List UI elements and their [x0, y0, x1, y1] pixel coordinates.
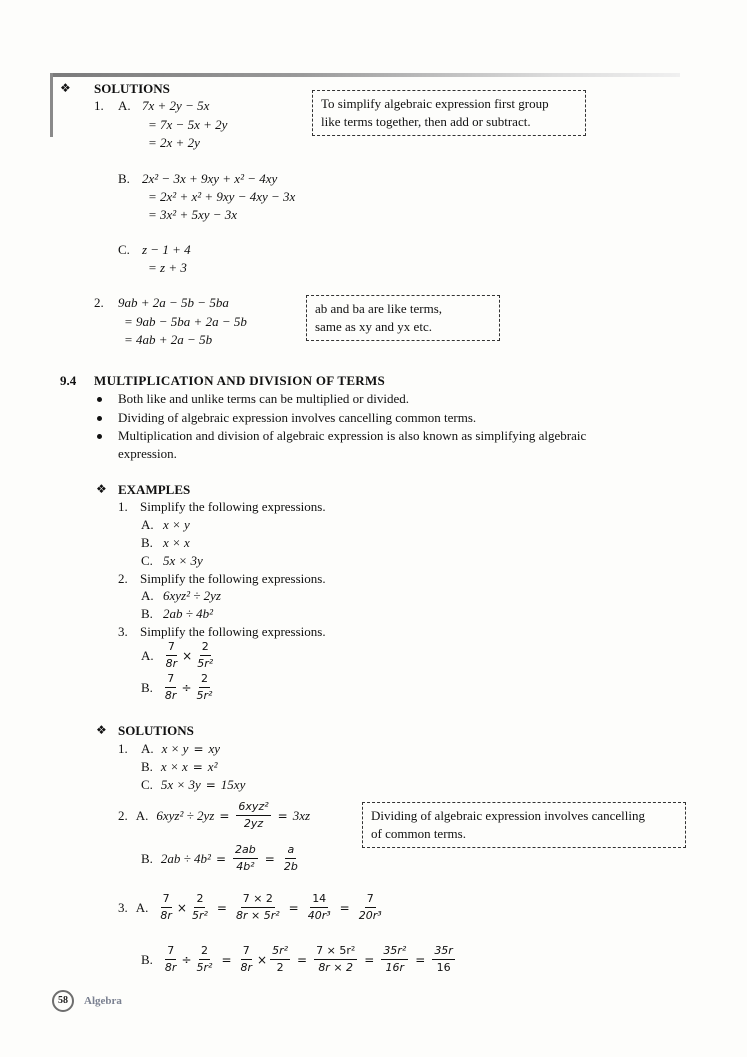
fraction: $\frac{2}{\text{5r²}}$: [197, 640, 214, 670]
fraction: $\frac{7}{8r}$: [165, 640, 178, 670]
example-part-label: A.: [141, 517, 154, 532]
fraction: $\frac{\text{6xyz²}}{2yz}$: [238, 800, 269, 830]
q1a-line: = 7x − 5x + 2y: [148, 117, 228, 132]
example-text: Simplify the following expressions.: [140, 571, 326, 586]
example-part-expr: 2ab ÷ 4b²: [163, 606, 214, 621]
solutions-heading: SOLUTIONS: [94, 81, 170, 96]
q2-line: 9ab + 2a − 5b − 5ba: [118, 295, 229, 310]
note-dividing-cancel: [362, 802, 686, 848]
note-line: To simplify algebraic expression first group: [321, 96, 549, 111]
q1-number: 1.: [94, 98, 104, 113]
q1b-label: B.: [118, 171, 130, 186]
solutions-heading: SOLUTIONS: [118, 723, 194, 738]
q1a-label: A.: [118, 98, 131, 113]
q1c-label: C.: [118, 242, 130, 257]
example-part-expr: x × y: [163, 517, 190, 532]
q2-line: = 4ab + 2a − 5b: [124, 332, 213, 347]
fraction: $\frac{2}{\text{5r²}}$: [196, 672, 213, 702]
solution-1a: A. x × y = xy: [141, 741, 221, 756]
example-part-label: B.: [141, 535, 153, 550]
example-number: 1.: [118, 499, 128, 514]
note-line: of common terms.: [371, 826, 466, 841]
q1b-line: 2x² − 3x + 9xy + x² − 4xy: [142, 171, 278, 186]
bullet-text: Both like and unlike terms can be multiplied or divided.: [118, 391, 409, 406]
footer-chapter-title: Algebra: [84, 995, 122, 1007]
fraction: $\frac{7}{8r}$: [164, 672, 177, 702]
note-line: same as xy and yx etc.: [315, 319, 432, 334]
q1b-line: = 2x² + x² + 9xy − 4xy − 3x: [148, 189, 296, 204]
example-text: Simplify the following expressions.: [140, 624, 326, 639]
solution-1c: C. 5x × 3y = 15xy: [141, 777, 246, 792]
top-border-bar: [50, 73, 680, 77]
q2-line: = 9ab − 5ba + 2a − 5b: [124, 314, 247, 329]
solution-2a: 2. A. 6xyz² ÷ 2yz = $\frac{\text{6xyz²}}{2yz}$ = 3xz: [118, 800, 311, 830]
example-part-expr: 6xyz² ÷ 2yz: [163, 588, 221, 603]
example-part-label: B.: [141, 679, 153, 695]
q1a-line: = 2x + 2y: [148, 135, 200, 150]
q1c-line: = z + 3: [148, 260, 187, 275]
example-number: 3.: [118, 624, 128, 639]
diamond-bullet-icon: ❖: [60, 81, 71, 95]
example-part-label: A.: [141, 588, 154, 603]
fraction: $\frac{a}{2b}$: [283, 843, 298, 873]
examples-heading: EXAMPLES: [118, 482, 191, 497]
bullet-icon: [97, 434, 102, 439]
note-line: like terms together, then add or subtract.: [321, 114, 531, 129]
example-part-label: B.: [141, 606, 153, 621]
example-3b: B. $\frac{7}{8r}$ ÷ $\frac{2}{\text{5r²}}$: [141, 672, 213, 702]
example-number: 2.: [118, 571, 128, 586]
section-number: 9.4: [60, 373, 77, 388]
page-number-badge: 58: [52, 990, 74, 1012]
note-line: ab and ba are like terms,: [315, 301, 443, 316]
diamond-bullet-icon: ❖: [96, 482, 107, 496]
fraction: $\frac{2ab}{\text{4b²}}$: [235, 843, 256, 873]
q1b-line: = 3x² + 5xy − 3x: [148, 207, 238, 222]
example-part-label: A.: [141, 647, 154, 663]
bullet-text: Multiplication and division of algebraic expression is also known as simplifying algebraic: [118, 428, 587, 443]
diamond-bullet-icon: ❖: [96, 723, 107, 737]
solution-1b: B. x × x = x²: [141, 759, 218, 774]
section-title: MULTIPLICATION AND DIVISION OF TERMS: [94, 373, 386, 388]
solution-3b: B. $\frac{7}{8r}$ ÷ $\frac{2}{\text{5r²}}$ = $\frac{7}{8r}$ × $\frac{\text{5r²}}{2}$ = $\frac{\text{7 × 5r²}}{8r \times 2}$ = $\frac{\text{35r²}}{16r}$ = $\frac{35r}{16}$: [141, 944, 453, 974]
example-3a: A. $\frac{7}{8r}$ × $\frac{2}{\text{5r²}}$: [141, 640, 214, 670]
solution-number: 1.: [118, 741, 128, 756]
note-like-terms: [306, 295, 500, 341]
note-group-like-terms: [312, 90, 586, 136]
example-part-label: C.: [141, 553, 153, 568]
bullet-text: expression.: [118, 446, 177, 461]
example-part-expr: x × x: [163, 535, 190, 550]
bullet-icon: [97, 397, 102, 402]
solution-3a: 3. A. $\frac{7}{8r}$ × $\frac{2}{\text{5r²}}$ = $\frac{7 \times 2}{\text{8r × 5r²}}$ = $\frac{14}{\text{40r³}}$ = $\frac{7}{\text{20r³}}$: [118, 892, 382, 922]
example-part-expr: 5x × 3y: [163, 553, 203, 568]
solution-2b: B. 2ab ÷ 4b² = $\frac{2ab}{\text{4b²}}$ = $\frac{a}{2b}$: [141, 843, 298, 873]
q2-number: 2.: [94, 295, 104, 310]
bullet-icon: [97, 416, 102, 421]
note-line: Dividing of algebraic expression involves cancelling: [371, 808, 646, 823]
example-text: Simplify the following expressions.: [140, 499, 326, 514]
left-border-bar: [50, 73, 53, 137]
q1a-line: 7x + 2y − 5x: [142, 98, 210, 113]
q1c-line: z − 1 + 4: [142, 242, 191, 257]
bullet-text: Dividing of algebraic expression involves cancelling common terms.: [118, 410, 477, 425]
